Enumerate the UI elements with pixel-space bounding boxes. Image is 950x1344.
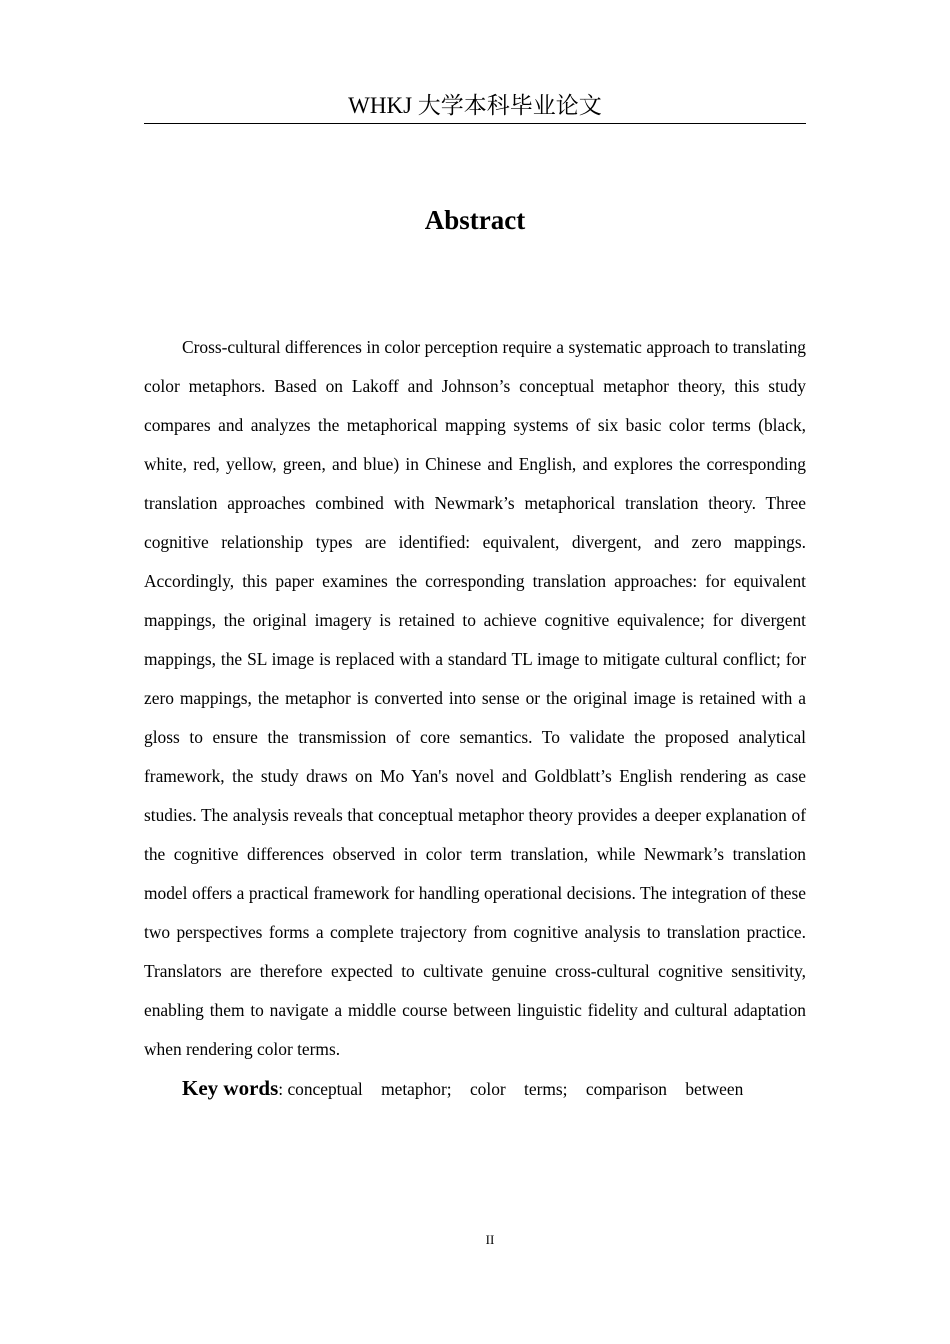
keywords-text: conceptual metaphor; color terms; comparison between <box>287 1079 744 1099</box>
keywords-line <box>144 1069 806 1109</box>
abstract-paragraph: Cross-cultural differences in color perception require a systematic approach to translating color metaphors. Based on Lakoff and Johnson’s conceptual metaphor theory, this study compares and analyzes the metaphorical mapping systems of six basic color terms (black, white, red, yellow, green, and blue) in Chinese and English, and explores the corresponding translation approaches combined with Newmark’s metaphorical translation theory. Three cognitive relationship types are identified: equivalent, divergent, and zero mappings. Accordingly, this paper examines the corresponding translation approaches: for equivalent mappings, the original imagery is retained to achieve cognitive equivalence; for divergent mappings, the SL image is replaced with a standard TL image to mitigate cultural conflict; for zero mappings, the metaphor is converted into sense or the original image is retained with a gloss to ensure the transmission of core semantics. To validate the proposed analytical framework, the study draws on Mo Yan's novel and Goldblatt’s English rendering as case studies. The analysis reveals that conceptual metaphor theory provides a deeper explanation of the cognitive differences observed in color term translation, while Newmark’s translation model offers a practical framework for handling operational decisions. The integration of these two perspectives forms a complete trajectory from cognitive analysis to translation practice. Translators are therefore expected to cultivate genuine cross-cultural cognitive sensitivity, enabling them to navigate a middle course between linguistic fidelity and cultural adaptation when rendering color terms. <box>144 337 806 1059</box>
page-title: Abstract <box>424 205 526 235</box>
abstract-body <box>144 328 806 1109</box>
keywords-label: Key words <box>182 1076 279 1100</box>
page-number: II <box>485 1232 495 1247</box>
running-header: WHKJ 大学本科毕业论文 <box>348 93 602 118</box>
keywords-separator: : <box>278 1079 288 1099</box>
header-divider <box>144 123 806 124</box>
